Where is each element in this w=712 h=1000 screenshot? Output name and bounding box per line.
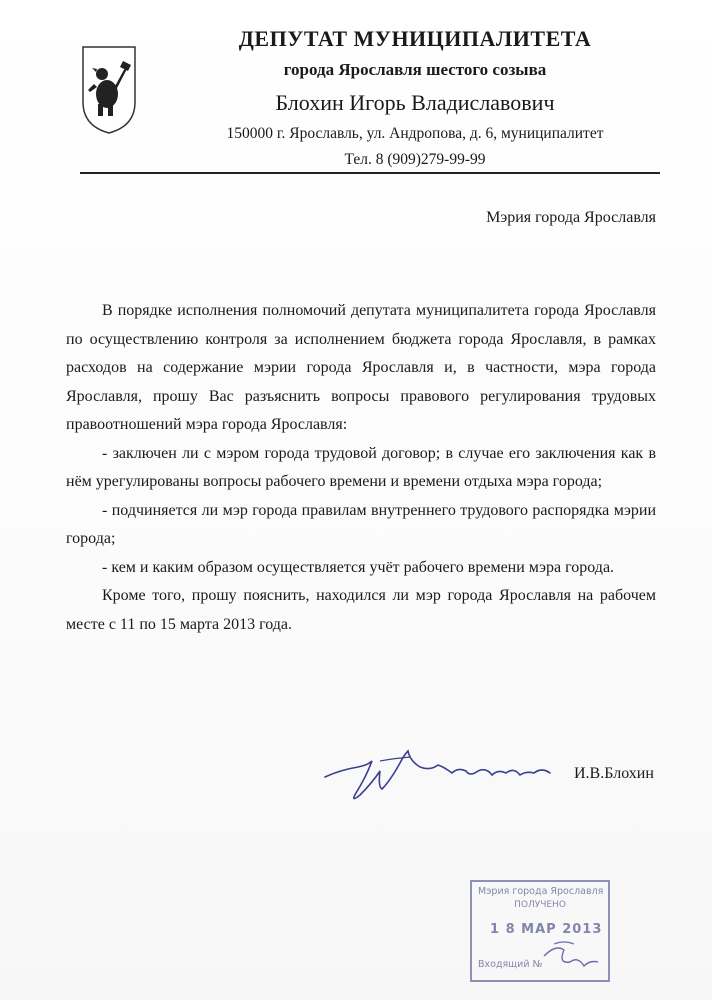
letterhead-title: ДЕПУТАТ МУНИЦИПАЛИТЕТА bbox=[238, 26, 592, 51]
body-paragraph: - кем и каким образом осуществляется учёт рабочего времени мэра города. bbox=[102, 558, 615, 576]
handwritten-signature bbox=[320, 737, 560, 815]
received-stamp bbox=[470, 880, 610, 982]
body-paragraph: - подчиняется ли мэр города правилам внутреннего трудового распорядка мэрии города; bbox=[66, 501, 656, 547]
stamp-date: 1 8 МАР 2013 bbox=[490, 922, 603, 937]
addressee: Мэрия города Ярославля bbox=[486, 209, 656, 226]
stamp-incoming-label: Входящий № bbox=[478, 959, 543, 970]
yaroslavl-coat-of-arms-icon bbox=[80, 44, 138, 136]
body-paragraph: - заключен ли с мэром города трудовой договор; в случае его заключения как в нём урегулированы вопросы рабочего времени и времени отдыха мэра города; bbox=[66, 444, 656, 490]
letterhead-address: 150000 г. Ярославль, ул. Андропова, д. 6, муниципалитет bbox=[226, 125, 604, 142]
letterhead-phone: Тел. 8 (909)279-99-99 bbox=[344, 151, 486, 168]
stamp-organization: Мэрия города Ярославля bbox=[478, 886, 604, 897]
header-divider bbox=[80, 172, 660, 174]
signer-name: И.В.Блохин bbox=[574, 765, 654, 782]
letterhead-subtitle: города Ярославля шестого созыва bbox=[283, 60, 547, 79]
body-paragraph: В порядке исполнения полномочий депутата муниципалитета города Ярославля по осуществлению контроля за исполнением бюджета города Ярославля, в рамках расходов на содержание мэрии города Ярославля и, в частности, мэра города Ярославля, прошу Вас разъяснить вопросы правового регулирования трудовых правоотношений мэра города Ярославля: bbox=[66, 302, 656, 433]
letter-body bbox=[66, 297, 656, 639]
body-paragraph: Кроме того, прошу пояснить, находился ли мэр города Ярославля на рабочем месте с 11 по 15 марта 2013 года. bbox=[66, 587, 656, 633]
stamp-handwritten-number bbox=[534, 936, 604, 974]
stamp-status: ПОЛУЧЕНО bbox=[514, 900, 566, 910]
deputy-name: Блохин Игорь Владиславович bbox=[275, 90, 555, 115]
